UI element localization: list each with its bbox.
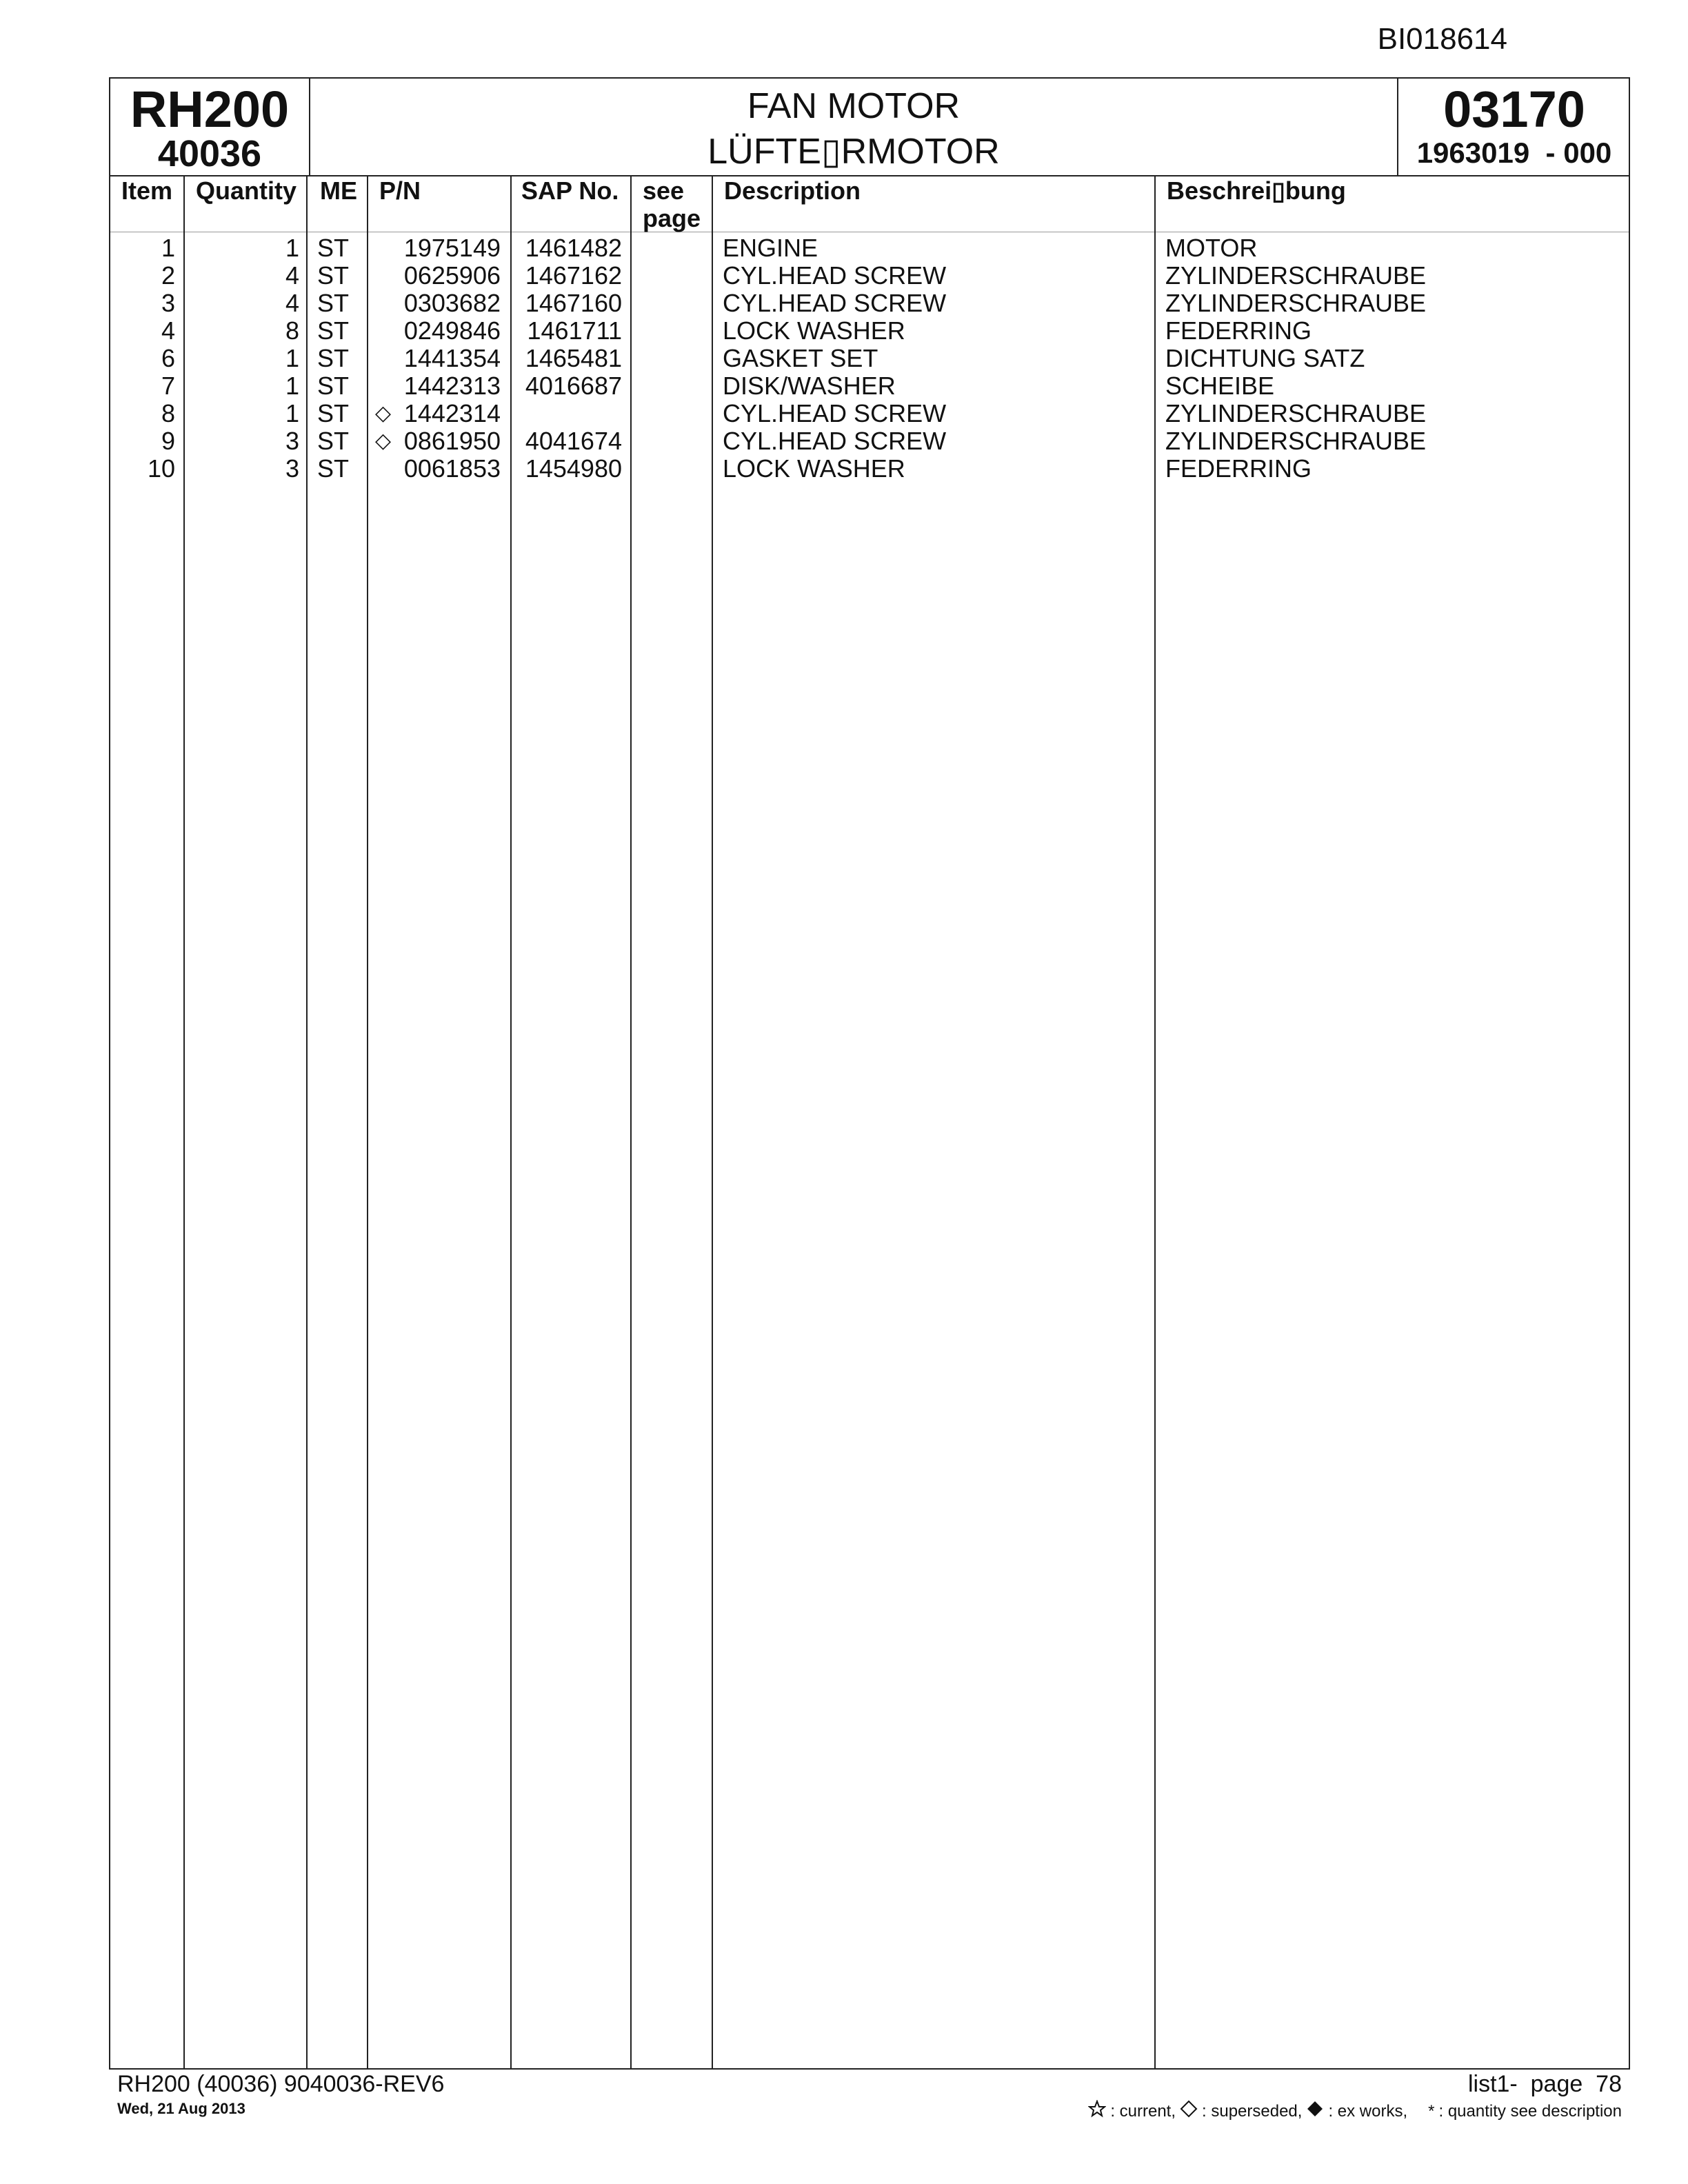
legend-current: : current, [1110, 2101, 1176, 2121]
group-code: 03170 [1443, 81, 1585, 138]
cell-qty: 4 [285, 261, 299, 290]
table-row [110, 262, 1631, 290]
table-row [110, 372, 1631, 400]
cell-desc-de: FEDERRING [1165, 316, 1312, 345]
diamond-outline-icon [1180, 2100, 1198, 2123]
cell-me: ST [317, 289, 350, 317]
col-description: Description [724, 176, 861, 205]
cell-item: 8 [161, 399, 175, 427]
cell-me: ST [317, 454, 350, 483]
cell-sap: 1465481 [525, 344, 622, 372]
cell-pn: 0303682 [403, 289, 501, 317]
cell-item: 10 [147, 454, 175, 483]
table-row [110, 345, 1631, 372]
table-row [110, 455, 1631, 483]
cell-pn: 0861950 [403, 427, 501, 455]
cell-sap: 1461711 [527, 316, 622, 345]
cell-desc-de: ZYLINDERSCHRAUBE [1165, 261, 1427, 290]
cell-item: 2 [161, 261, 175, 290]
cell-sap: 4016687 [525, 372, 622, 400]
col-me: ME [320, 176, 357, 205]
table-row [110, 234, 1631, 262]
cell-pn: 0249846 [403, 316, 501, 345]
cell-qty: 1 [285, 372, 299, 400]
cell-pn: 1442313 [403, 372, 501, 400]
cell-item: 3 [161, 289, 175, 317]
model-name: RH200 [130, 81, 290, 138]
diamond-filled-icon [1306, 2100, 1324, 2123]
cell-desc-de: ZYLINDERSCHRAUBE [1165, 427, 1427, 455]
legend-ex-works: : ex works, [1328, 2101, 1408, 2121]
col-see: see [643, 176, 685, 205]
cell-me: ST [317, 316, 350, 345]
group-reference: 1963019 - 000 [1416, 136, 1612, 169]
cell-pn: 1442314 [403, 399, 501, 427]
cell-desc: CYL.HEAD SCREW [723, 261, 947, 290]
cell-pn: 1975149 [403, 234, 501, 262]
cell-qty: 4 [285, 289, 299, 317]
cell-pn: 1441354 [403, 344, 501, 372]
cell-desc-de: FEDERRING [1165, 454, 1312, 483]
col-page: page [643, 204, 701, 232]
cell-desc: DISK/WASHER [723, 372, 896, 400]
cell-item: 1 [161, 234, 175, 262]
cell-desc: GASKET SET [723, 344, 878, 372]
star-outline-icon [1088, 2100, 1106, 2123]
cell-item: 7 [161, 372, 175, 400]
cell-desc-de: MOTOR [1165, 234, 1258, 262]
col-beschreibung: Beschrei▯bung [1167, 176, 1346, 205]
cell-desc-de: DICHTUNG SATZ [1165, 344, 1365, 372]
table-row [110, 400, 1631, 427]
table-row [110, 427, 1631, 455]
document-id: BI018614 [1377, 22, 1507, 56]
symbol-legend [1088, 2100, 1622, 2123]
cell-sap: 4041674 [525, 427, 622, 455]
cell-pn: 0061853 [403, 454, 501, 483]
legend-superseded: : superseded, [1202, 2101, 1303, 2121]
model-number: 40036 [157, 133, 262, 174]
cell-desc: CYL.HEAD SCREW [723, 399, 947, 427]
cell-desc-de: SCHEIBE [1165, 372, 1275, 400]
cell-qty: 8 [285, 316, 299, 345]
cell-qty: 3 [285, 427, 299, 455]
document-revision: RH200 (40036) 9040036-REV6 [117, 2071, 445, 2097]
cell-pn: 0625906 [403, 261, 501, 290]
cell-desc-de: ZYLINDERSCHRAUBE [1165, 399, 1427, 427]
cell-item: 4 [161, 316, 175, 345]
superseded-symbol: ◇ [375, 429, 392, 452]
table-row [110, 317, 1631, 345]
cell-desc-de: ZYLINDERSCHRAUBE [1165, 289, 1427, 317]
cell-qty: 1 [285, 234, 299, 262]
cell-sap: 1454980 [525, 454, 622, 483]
cell-me: ST [317, 234, 350, 262]
cell-sap: 1467162 [525, 261, 622, 290]
cell-sap: 1467160 [525, 289, 622, 317]
cell-item: 9 [161, 427, 175, 455]
cell-desc: CYL.HEAD SCREW [723, 289, 947, 317]
cell-desc: LOCK WASHER [723, 316, 905, 345]
cell-desc: ENGINE [723, 234, 818, 262]
col-sap: SAP No. [521, 176, 619, 205]
cell-me: ST [317, 344, 350, 372]
legend-quantity-note: : quantity see description [1438, 2101, 1622, 2121]
asterisk-symbol: * [1428, 2101, 1435, 2121]
col-pn: P/N [379, 176, 421, 205]
cell-me: ST [317, 399, 350, 427]
cell-item: 6 [161, 344, 175, 372]
title-english: FAN MOTOR [747, 86, 961, 126]
cell-desc: CYL.HEAD SCREW [723, 427, 947, 455]
title-german: LÜFTE▯RMOTOR [707, 132, 1000, 172]
cell-desc: LOCK WASHER [723, 454, 905, 483]
page-number: list1- page 78 [1467, 2071, 1622, 2097]
col-quantity: Quantity [196, 176, 297, 205]
table-row [110, 290, 1631, 317]
cell-me: ST [317, 261, 350, 290]
cell-me: ST [317, 372, 350, 400]
cell-qty: 1 [285, 344, 299, 372]
col-item: Item [121, 176, 173, 205]
cell-qty: 1 [285, 399, 299, 427]
cell-sap: 1461482 [525, 234, 622, 262]
print-date: Wed, 21 Aug 2013 [117, 2100, 245, 2117]
superseded-symbol: ◇ [375, 402, 392, 425]
cell-me: ST [317, 427, 350, 455]
parts-list-frame [109, 77, 1630, 2070]
cell-qty: 3 [285, 454, 299, 483]
